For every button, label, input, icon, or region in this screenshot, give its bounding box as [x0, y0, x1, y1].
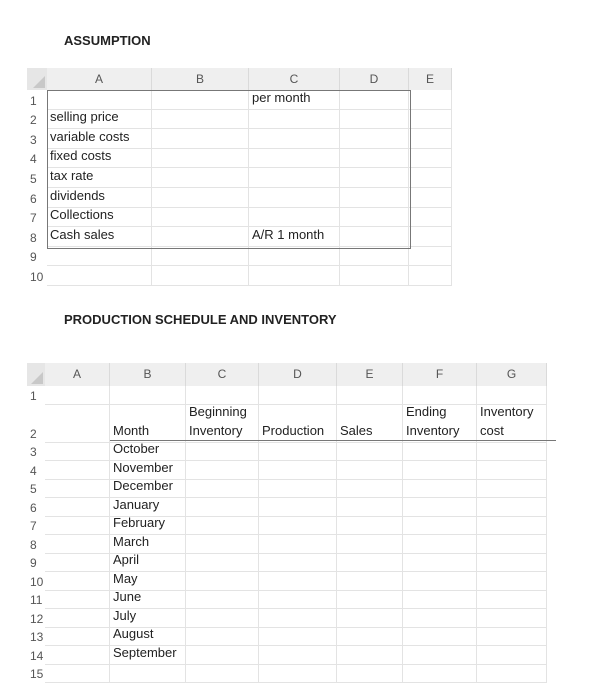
cell-c12[interactable]: [186, 609, 259, 628]
cell-b10[interactable]: [152, 266, 249, 286]
cell-g3[interactable]: [477, 443, 547, 462]
cell-e7[interactable]: [337, 517, 403, 536]
column-header-c[interactable]: C: [249, 68, 340, 90]
cell-d3[interactable]: [340, 129, 409, 149]
header-underline: [110, 440, 556, 441]
cell-a8[interactable]: Cash sales: [47, 227, 152, 247]
cell-e4[interactable]: [409, 149, 452, 169]
cell-e9[interactable]: [337, 554, 403, 573]
cell-a7[interactable]: [45, 517, 110, 536]
row-header-2[interactable]: 2: [27, 405, 45, 443]
cell-f4[interactable]: [403, 461, 477, 480]
cell-e13[interactable]: [337, 628, 403, 647]
cell-d7[interactable]: [340, 208, 409, 228]
cell-a14[interactable]: [45, 646, 110, 665]
cell-c8[interactable]: A/R 1 month: [249, 227, 340, 247]
cell-e8[interactable]: [337, 535, 403, 554]
cell-e15[interactable]: [337, 665, 403, 684]
cell-a15[interactable]: [45, 665, 110, 684]
cell-a9[interactable]: [47, 247, 152, 267]
cell-e6[interactable]: [337, 498, 403, 517]
cell-g11[interactable]: [477, 591, 547, 610]
cell-c4[interactable]: [249, 149, 340, 169]
cell-c3[interactable]: [249, 129, 340, 149]
cell-c8[interactable]: [186, 535, 259, 554]
column-header-e[interactable]: E: [337, 363, 403, 386]
cell-b7[interactable]: February: [110, 517, 186, 536]
cell-a4[interactable]: [45, 461, 110, 480]
column-header-e[interactable]: E: [409, 68, 452, 90]
cell-f6[interactable]: [403, 498, 477, 517]
cell-c15[interactable]: [186, 665, 259, 684]
cell-d2[interactable]: Production: [259, 405, 337, 443]
row-header-3[interactable]: 3: [27, 443, 45, 462]
cell-a11[interactable]: [45, 591, 110, 610]
cell-a1[interactable]: [45, 386, 110, 405]
production-title: PRODUCTION SCHEDULE AND INVENTORY: [64, 312, 337, 327]
cell-d4[interactable]: [259, 461, 337, 480]
row-header-8[interactable]: 8: [27, 535, 45, 554]
row-header-3[interactable]: 3: [27, 129, 47, 149]
row-header-5[interactable]: 5: [27, 480, 45, 499]
cell-d5[interactable]: [259, 480, 337, 499]
cell-b1[interactable]: [110, 386, 186, 405]
row-header-9[interactable]: 9: [27, 247, 47, 267]
cell-e3[interactable]: [337, 443, 403, 462]
cell-g12[interactable]: [477, 609, 547, 628]
cell-e3[interactable]: [409, 129, 452, 149]
row-header-14[interactable]: 14: [27, 646, 45, 665]
cell-e8[interactable]: [409, 227, 452, 247]
cell-b13[interactable]: August: [110, 628, 186, 647]
cell-d11[interactable]: [259, 591, 337, 610]
cell-a4[interactable]: fixed costs: [47, 149, 152, 169]
row-header-10[interactable]: 10: [27, 572, 45, 591]
cell-b10[interactable]: May: [110, 572, 186, 591]
cell-e10[interactable]: [337, 572, 403, 591]
cell-g10[interactable]: [477, 572, 547, 591]
cell-d2[interactable]: [340, 110, 409, 130]
cell-f15[interactable]: [403, 665, 477, 684]
cell-d1[interactable]: [259, 386, 337, 405]
row-header-7[interactable]: 7: [27, 208, 47, 228]
cell-c5[interactable]: [249, 168, 340, 188]
cell-f8[interactable]: [403, 535, 477, 554]
cell-a10[interactable]: [45, 572, 110, 591]
column-header-a[interactable]: A: [45, 363, 110, 386]
cell-d10[interactable]: [259, 572, 337, 591]
cell-e5[interactable]: [337, 480, 403, 499]
cell-f2[interactable]: Ending Inventory: [403, 405, 477, 443]
cell-a5[interactable]: [45, 480, 110, 499]
cell-g2[interactable]: Inventory cost: [477, 405, 547, 443]
cell-g7[interactable]: [477, 517, 547, 536]
cell-d4[interactable]: [340, 149, 409, 169]
cell-b6[interactable]: January: [110, 498, 186, 517]
cell-b4[interactable]: November: [110, 461, 186, 480]
cell-b5[interactable]: [152, 168, 249, 188]
column-header-f[interactable]: F: [403, 363, 477, 386]
row-header-1[interactable]: 1: [27, 90, 47, 110]
cell-c5[interactable]: [186, 480, 259, 499]
row-header-4[interactable]: 4: [27, 149, 47, 169]
cell-b9[interactable]: [152, 247, 249, 267]
cell-c13[interactable]: [186, 628, 259, 647]
cell-g15[interactable]: [477, 665, 547, 684]
cell-c3[interactable]: [186, 443, 259, 462]
cell-d6[interactable]: [340, 188, 409, 208]
row-header-11[interactable]: 11: [27, 591, 45, 610]
row-header-5[interactable]: 5: [27, 168, 47, 188]
select-all-corner[interactable]: [27, 363, 45, 386]
cell-e7[interactable]: [409, 208, 452, 228]
cell-e2[interactable]: Sales: [337, 405, 403, 443]
cell-c7[interactable]: [186, 517, 259, 536]
cell-e11[interactable]: [337, 591, 403, 610]
cell-b14[interactable]: September: [110, 646, 186, 665]
cell-e1[interactable]: [409, 90, 452, 110]
cell-c2[interactable]: [249, 110, 340, 130]
cell-b3[interactable]: October: [110, 443, 186, 462]
cell-b3[interactable]: [152, 129, 249, 149]
row-header-13[interactable]: 13: [27, 628, 45, 647]
cell-a2[interactable]: [45, 405, 110, 443]
cell-c4[interactable]: [186, 461, 259, 480]
cell-d8[interactable]: [259, 535, 337, 554]
row-header-2[interactable]: 2: [27, 110, 47, 130]
cell-d6[interactable]: [259, 498, 337, 517]
cell-c10[interactable]: [249, 266, 340, 286]
cell-a3[interactable]: [45, 443, 110, 462]
cell-d7[interactable]: [259, 517, 337, 536]
cell-a3[interactable]: variable costs: [47, 129, 152, 149]
cell-f13[interactable]: [403, 628, 477, 647]
cell-a13[interactable]: [45, 628, 110, 647]
cell-f12[interactable]: [403, 609, 477, 628]
cell-d9[interactable]: [259, 554, 337, 573]
cell-b12[interactable]: July: [110, 609, 186, 628]
cell-b9[interactable]: April: [110, 554, 186, 573]
cell-c14[interactable]: [186, 646, 259, 665]
cell-a6[interactable]: dividends: [47, 188, 152, 208]
cell-c9[interactable]: [186, 554, 259, 573]
column-header-g[interactable]: G: [477, 363, 547, 386]
cell-d10[interactable]: [340, 266, 409, 286]
cell-f10[interactable]: [403, 572, 477, 591]
row-header-12[interactable]: 12: [27, 609, 45, 628]
cell-d5[interactable]: [340, 168, 409, 188]
cell-e1[interactable]: [337, 386, 403, 405]
cell-a6[interactable]: [45, 498, 110, 517]
cell-d1[interactable]: [340, 90, 409, 110]
column-header-b[interactable]: B: [152, 68, 249, 90]
cell-e9[interactable]: [409, 247, 452, 267]
cell-c11[interactable]: [186, 591, 259, 610]
cell-a12[interactable]: [45, 609, 110, 628]
cell-b6[interactable]: [152, 188, 249, 208]
cell-e6[interactable]: [409, 188, 452, 208]
cell-e12[interactable]: [337, 609, 403, 628]
cell-f9[interactable]: [403, 554, 477, 573]
cell-d13[interactable]: [259, 628, 337, 647]
cell-d15[interactable]: [259, 665, 337, 684]
cell-d12[interactable]: [259, 609, 337, 628]
cell-d8[interactable]: [340, 227, 409, 247]
cell-g9[interactable]: [477, 554, 547, 573]
cell-e4[interactable]: [337, 461, 403, 480]
cell-b4[interactable]: [152, 149, 249, 169]
cell-b15[interactable]: [110, 665, 186, 684]
cell-c6[interactable]: [186, 498, 259, 517]
cell-b7[interactable]: [152, 208, 249, 228]
cell-g8[interactable]: [477, 535, 547, 554]
row-header-4[interactable]: 4: [27, 461, 45, 480]
cell-e5[interactable]: [409, 168, 452, 188]
row-header-15[interactable]: 15: [27, 665, 45, 684]
cell-b11[interactable]: June: [110, 591, 186, 610]
cell-a7[interactable]: Collections: [47, 208, 152, 228]
cell-b8[interactable]: March: [110, 535, 186, 554]
row-header-10[interactable]: 10: [27, 266, 47, 286]
cell-g6[interactable]: [477, 498, 547, 517]
cell-b2[interactable]: [152, 110, 249, 130]
column-header-a[interactable]: A: [47, 68, 152, 90]
column-header-c[interactable]: C: [186, 363, 259, 386]
cell-a5[interactable]: tax rate: [47, 168, 152, 188]
cell-d14[interactable]: [259, 646, 337, 665]
cell-b8[interactable]: [152, 227, 249, 247]
cell-g13[interactable]: [477, 628, 547, 647]
cell-b1[interactable]: [152, 90, 249, 110]
cell-g5[interactable]: [477, 480, 547, 499]
cell-b2[interactable]: Month: [110, 405, 186, 443]
cell-c2[interactable]: Beginning Inventory: [186, 405, 259, 443]
row-header-6[interactable]: 6: [27, 188, 47, 208]
column-header-d[interactable]: D: [259, 363, 337, 386]
cell-a2[interactable]: selling price: [47, 110, 152, 130]
cell-f14[interactable]: [403, 646, 477, 665]
cell-c6[interactable]: [249, 188, 340, 208]
cell-e10[interactable]: [409, 266, 452, 286]
cell-c1[interactable]: per month: [249, 90, 340, 110]
cell-e14[interactable]: [337, 646, 403, 665]
select-all-corner[interactable]: [27, 68, 47, 90]
cell-b5[interactable]: December: [110, 480, 186, 499]
cell-c10[interactable]: [186, 572, 259, 591]
cell-a9[interactable]: [45, 554, 110, 573]
row-header-6[interactable]: 6: [27, 498, 45, 517]
row-header-8[interactable]: 8: [27, 227, 47, 247]
cell-a10[interactable]: [47, 266, 152, 286]
row-header-1[interactable]: 1: [27, 386, 45, 405]
cell-c9[interactable]: [249, 247, 340, 267]
cell-d9[interactable]: [340, 247, 409, 267]
column-header-b[interactable]: B: [110, 363, 186, 386]
cell-f11[interactable]: [403, 591, 477, 610]
cell-f7[interactable]: [403, 517, 477, 536]
cell-g4[interactable]: [477, 461, 547, 480]
cell-a8[interactable]: [45, 535, 110, 554]
row-header-9[interactable]: 9: [27, 554, 45, 573]
cell-g14[interactable]: [477, 646, 547, 665]
cell-d3[interactable]: [259, 443, 337, 462]
cell-f3[interactable]: [403, 443, 477, 462]
cell-f5[interactable]: [403, 480, 477, 499]
row-header-7[interactable]: 7: [27, 517, 45, 536]
column-header-d[interactable]: D: [340, 68, 409, 90]
cell-e2[interactable]: [409, 110, 452, 130]
assumption-title: ASSUMPTION: [64, 33, 151, 48]
